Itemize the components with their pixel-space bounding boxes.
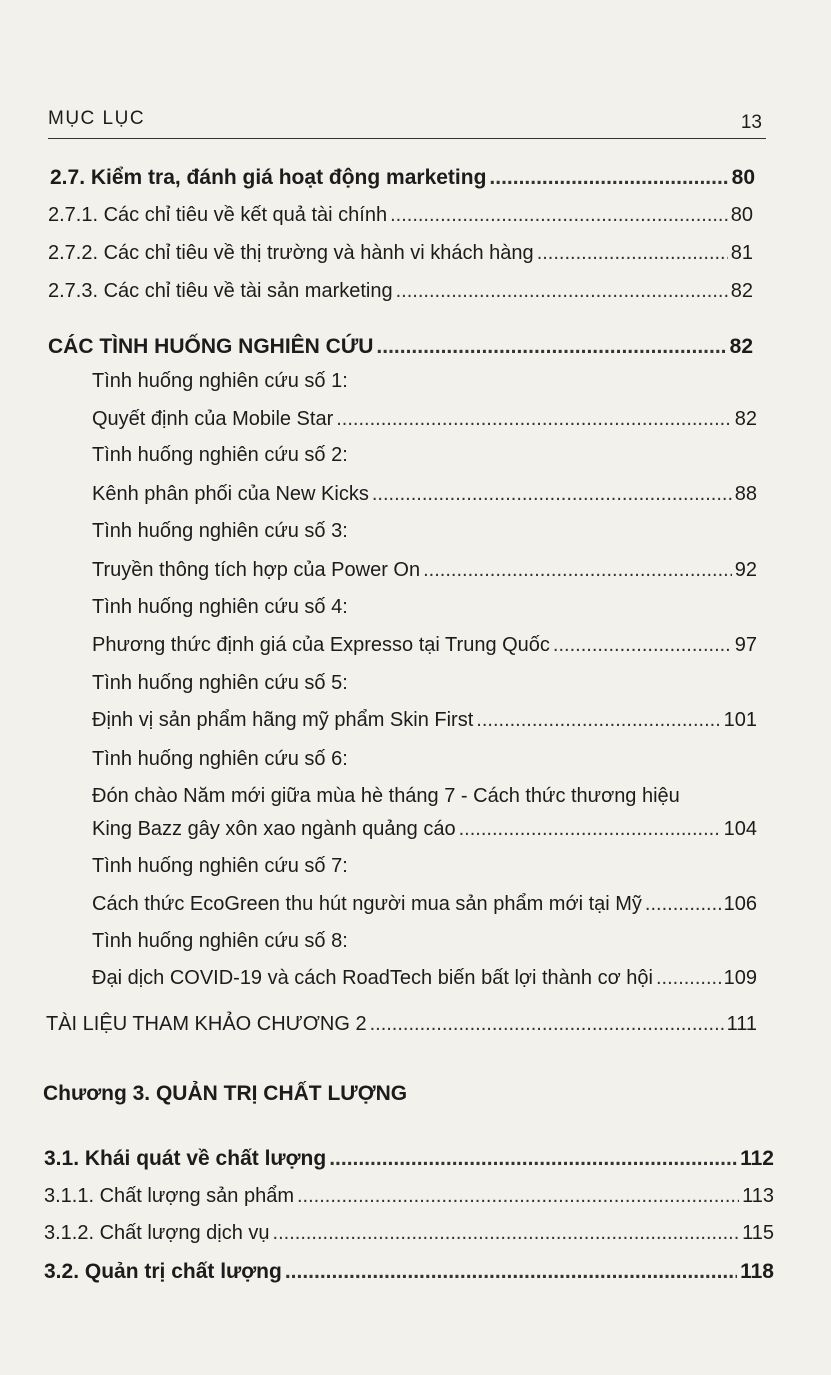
leader-dots (423, 559, 732, 582)
toc-entry-page: 111 (726, 1013, 757, 1035)
toc-entry-case-6[interactable] (92, 818, 757, 841)
leader-dots (285, 1260, 737, 1284)
toc-entry-page: 81 (730, 242, 753, 264)
leader-dots (553, 634, 732, 657)
toc-entry-page: 80 (730, 204, 753, 226)
toc-entry-page: 118 (740, 1260, 774, 1283)
toc-entry-2-7-2[interactable] (48, 242, 753, 265)
toc-entry-2-7-3[interactable] (48, 280, 753, 303)
toc-entry-cases[interactable] (48, 335, 753, 359)
toc-entry-page: 82 (734, 408, 757, 430)
chapter-3-heading: Chương 3. QUẢN TRỊ CHẤT LƯỢNG (43, 1082, 408, 1105)
toc-entry-2-7-1[interactable] (48, 204, 753, 227)
toc-entry-case-1[interactable] (92, 408, 757, 431)
toc-entry-page: 104 (723, 818, 757, 840)
toc-entry-page: 109 (723, 967, 757, 989)
toc-entry-title: 3.1. Khái quát về chất lượng (44, 1147, 327, 1170)
leader-dots (396, 280, 728, 303)
leader-dots (656, 967, 721, 990)
leader-dots (645, 893, 721, 916)
leader-dots (376, 335, 726, 359)
case-label-7: Tình huống nghiên cứu số 7: (92, 855, 348, 877)
case-label-1: Tình huống nghiên cứu số 1: (92, 370, 348, 392)
toc-entry-title: 2.7.1. Các chỉ tiêu về kết quả tài chính (48, 204, 388, 226)
toc-entry-page: 106 (723, 893, 757, 915)
toc-entry-page: 92 (734, 559, 757, 581)
toc-entry-title: Kênh phân phối của New Kicks (92, 483, 369, 505)
case-label-6: Tình huống nghiên cứu số 6: (92, 748, 348, 770)
toc-entry-page: 82 (730, 280, 753, 302)
toc-entry-page: 112 (740, 1147, 774, 1170)
toc-entry-title: Cách thức EcoGreen thu hút người mua sản phẩm mới tại Mỹ (92, 893, 642, 915)
toc-entry-2-7[interactable] (50, 166, 755, 190)
leader-dots (297, 1185, 739, 1208)
toc-entry-case-4[interactable] (92, 634, 757, 657)
leader-dots (370, 1013, 724, 1036)
leader-dots (372, 483, 732, 506)
toc-entry-case-5[interactable] (92, 709, 757, 732)
toc-entry-page: 80 (731, 166, 755, 189)
toc-entry-3-1-2[interactable] (44, 1222, 774, 1245)
leader-dots (476, 709, 720, 732)
leader-dots (336, 408, 732, 431)
page-header (48, 108, 766, 139)
toc-entry-case-8[interactable] (92, 967, 757, 990)
toc-entry-title: 3.1.2. Chất lượng dịch vụ (44, 1222, 270, 1244)
toc-entry-page: 97 (734, 634, 757, 656)
toc-entry-case-2[interactable] (92, 483, 757, 506)
toc-entry-title: 2.7.3. Các chỉ tiêu về tài sản marketing (48, 280, 393, 302)
case-6-title-line1: Đón chào Năm mới giữa mùa hè tháng 7 - Cách thức thương hiệu (92, 785, 680, 807)
toc-entry-3-1[interactable] (44, 1147, 774, 1171)
header-page-number: 13 (740, 112, 762, 133)
leader-dots (459, 818, 721, 841)
toc-entry-references[interactable] (46, 1013, 757, 1036)
toc-entry-title: 2.7.2. Các chỉ tiêu về thị trường và hành vi khách hàng (48, 242, 534, 264)
leader-dots (390, 204, 728, 227)
toc-entry-title: Phương thức định giá của Expresso tại Trung Quốc (92, 634, 550, 656)
toc-entry-page: 88 (734, 483, 757, 505)
toc-entry-title: CÁC TÌNH HUỐNG NGHIÊN CỨU (48, 335, 374, 358)
toc-entry-3-1-1[interactable] (44, 1185, 774, 1208)
leader-dots (329, 1147, 737, 1171)
toc-entry-page: 101 (723, 709, 757, 731)
leader-dots (273, 1222, 740, 1245)
toc-entry-case-7[interactable] (92, 893, 757, 916)
case-label-5: Tình huống nghiên cứu số 5: (92, 672, 348, 694)
toc-entry-title: 2.7. Kiểm tra, đánh giá hoạt động marketing (50, 166, 487, 189)
toc-entry-title: TÀI LIỆU THAM KHẢO CHƯƠNG 2 (46, 1013, 367, 1035)
leader-dots (537, 242, 728, 265)
leader-dots (489, 166, 728, 190)
case-label-4: Tình huống nghiên cứu số 4: (92, 596, 348, 618)
toc-entry-title: Quyết định của Mobile Star (92, 408, 334, 430)
toc-entry-page: 113 (742, 1185, 774, 1207)
case-label-2: Tình huống nghiên cứu số 2: (92, 444, 348, 466)
toc-entry-case-3[interactable] (92, 559, 757, 582)
toc-entry-title: King Bazz gây xôn xao ngành quảng cáo (92, 818, 456, 840)
case-label-3: Tình huống nghiên cứu số 3: (92, 520, 348, 542)
toc-entry-title: Truyền thông tích hợp của Power On (92, 559, 421, 581)
toc-entry-3-2[interactable] (44, 1260, 774, 1284)
toc-entry-page: 115 (742, 1222, 774, 1244)
case-label-8: Tình huống nghiên cứu số 8: (92, 930, 348, 952)
toc-entry-title: 3.2. Quản trị chất lượng (44, 1260, 282, 1283)
toc-entry-title: Đại dịch COVID-19 và cách RoadTech biến bất lợi thành cơ hội (92, 967, 653, 989)
toc-entry-page: 82 (729, 335, 753, 358)
toc-entry-title: Định vị sản phẩm hãng mỹ phẩm Skin First (92, 709, 474, 731)
toc-entry-title: 3.1.1. Chất lượng sản phẩm (44, 1185, 294, 1207)
header-title: MỤC LỤC (48, 108, 146, 129)
